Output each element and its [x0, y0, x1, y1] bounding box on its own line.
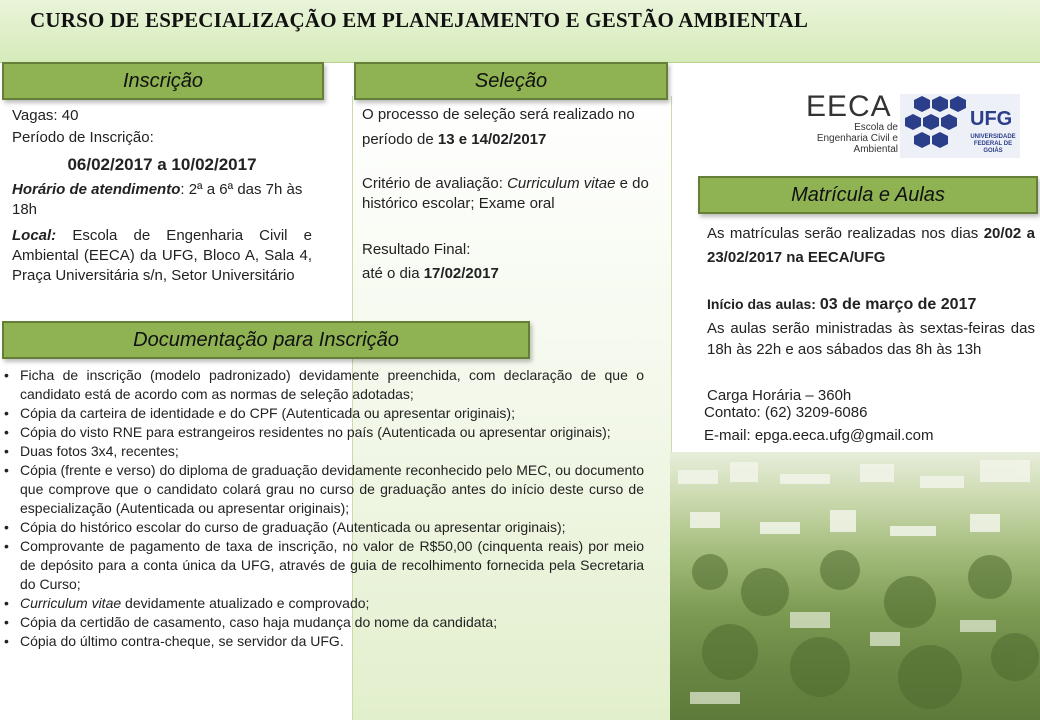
- list-item: • Cópia da certidão de casamento, caso haja mudança do nome da candidata;: [4, 613, 644, 632]
- list-item: • Cópia do último contra-cheque, se servidor da UFG.: [4, 632, 644, 651]
- resultado-label: Resultado Final:: [362, 241, 471, 258]
- matricula-heading: Matrícula e Aulas: [698, 176, 1038, 214]
- horario-text: [12, 180, 312, 220]
- campus-photo: [670, 452, 1040, 720]
- inicio-label: Início das aulas:: [707, 296, 820, 312]
- local-value: Escola de Engenharia Civil e Ambiental (EECA) da UFG, Bloco A, Sala 4, Praça Universitária s/n, Setor Universitário: [12, 227, 312, 284]
- criterio-italic: Curriculum vitae: [507, 175, 616, 192]
- selecao-heading: Seleção: [354, 62, 668, 100]
- vagas-text: Vagas: 40: [12, 107, 79, 124]
- aulas-text: As aulas serão ministradas às sextas-feiras das 18h às 22h e aos sábados das 8h às 13h: [707, 320, 1035, 358]
- criterio-label: Critério de avaliação:: [362, 175, 508, 192]
- processo-body: O processo de seleção será realizado no período de: [362, 106, 635, 148]
- list-item: • Duas fotos 3x4, recentes;: [4, 442, 644, 461]
- matricula-dates: 20/02 a 23/02/2017 na EECA/UFG: [707, 225, 1036, 266]
- list-item: • Ficha de inscrição (modelo padronizado) devidamente preenchida, com declaração de que o candidato está de acordo com as normas de seleção adotadas;: [4, 366, 644, 404]
- inscricao-heading: Inscrição: [2, 62, 324, 100]
- campus-aerial-image: [670, 452, 1040, 720]
- contato-text: Contato: (62) 3209-6086: [704, 404, 868, 421]
- resultado-text: [362, 264, 662, 284]
- resultado-date: 17/02/2017: [423, 265, 499, 282]
- matricula-body: As matrículas serão realizadas nos dias: [707, 225, 984, 242]
- criterio-rest: e do histórico escolar; Exame oral: [362, 175, 649, 212]
- curriculum-rest: devidamente atualizado e comprovado;: [121, 595, 370, 611]
- list-item: • Cópia da carteira de identidade e do CPF (Autenticada ou apresentar originais);: [4, 404, 644, 423]
- matricula-text: [707, 222, 1035, 270]
- ufg-logo-text: UFG: [970, 108, 1013, 130]
- inicio-text: [707, 294, 1035, 315]
- list-item: • Cópia do histórico escolar do curso de graduação (Autenticada ou apresentar originais);: [4, 518, 644, 537]
- eeca-logo: [806, 92, 898, 158]
- list-item: [4, 594, 644, 613]
- ufg-logo-subtext: UNIVERSIDADE FEDERAL DE GOIÁS: [970, 134, 1016, 154]
- periodo-dates: 06/02/2017 a 10/02/2017: [67, 155, 257, 174]
- list-item: • Cópia (frente e verso) do diploma de graduação devidamente reconhecido pelo MEC, ou documento que comprove que o candidato colará grau no curso de graduação antes do início deste curso de especialização (Autenticada ou apresentar originais);: [4, 461, 644, 518]
- local-text: [12, 226, 312, 286]
- carga-text: Carga Horária – 360h: [707, 387, 852, 404]
- inicio-date: 03 de março de 2017: [819, 296, 977, 313]
- curriculum-label: Curriculum vitae: [20, 595, 122, 611]
- documentation-list: [4, 366, 644, 651]
- eeca-logo-text: EECA: [806, 90, 892, 123]
- local-label: Local:: [12, 227, 57, 244]
- horario-value: : 2ª a 6ª das 7h às 18h: [12, 181, 303, 218]
- ufg-hexagon-icon: [902, 94, 968, 158]
- periodo-label: Período de Inscrição:: [12, 129, 154, 146]
- processo-dates: 13 e 14/02/2017: [437, 131, 547, 148]
- list-item: • Cópia do visto RNE para estrangeiros residentes no país (Autenticada ou apresentar originais);: [4, 423, 644, 442]
- processo-text: [362, 102, 662, 152]
- ufg-logo: [900, 94, 1020, 158]
- email-text: E-mail: epga.eeca.ufg@gmail.com: [704, 427, 934, 444]
- horario-label: Horário de atendimento: [12, 181, 181, 198]
- documentacao-heading: Documentação para Inscrição: [2, 321, 530, 359]
- criterio-text: [362, 174, 662, 214]
- eeca-logo-subtext: Escola de Engenharia Civil e Ambiental: [816, 122, 898, 155]
- list-item: • Comprovante de pagamento de taxa de inscrição, no valor de R$50,00 (cinquenta reais) por meio de depósito para a conta única da UFG, através de guia de recolhimento fornecida pela Secretaria do Curso;: [4, 537, 644, 594]
- page-title: CURSO DE ESPECIALIZAÇÃO EM PLANEJAMENTO E GESTÃO AMBIENTAL: [30, 8, 809, 32]
- title-bar: [0, 0, 1040, 63]
- resultado-prefix: até o dia: [362, 265, 424, 282]
